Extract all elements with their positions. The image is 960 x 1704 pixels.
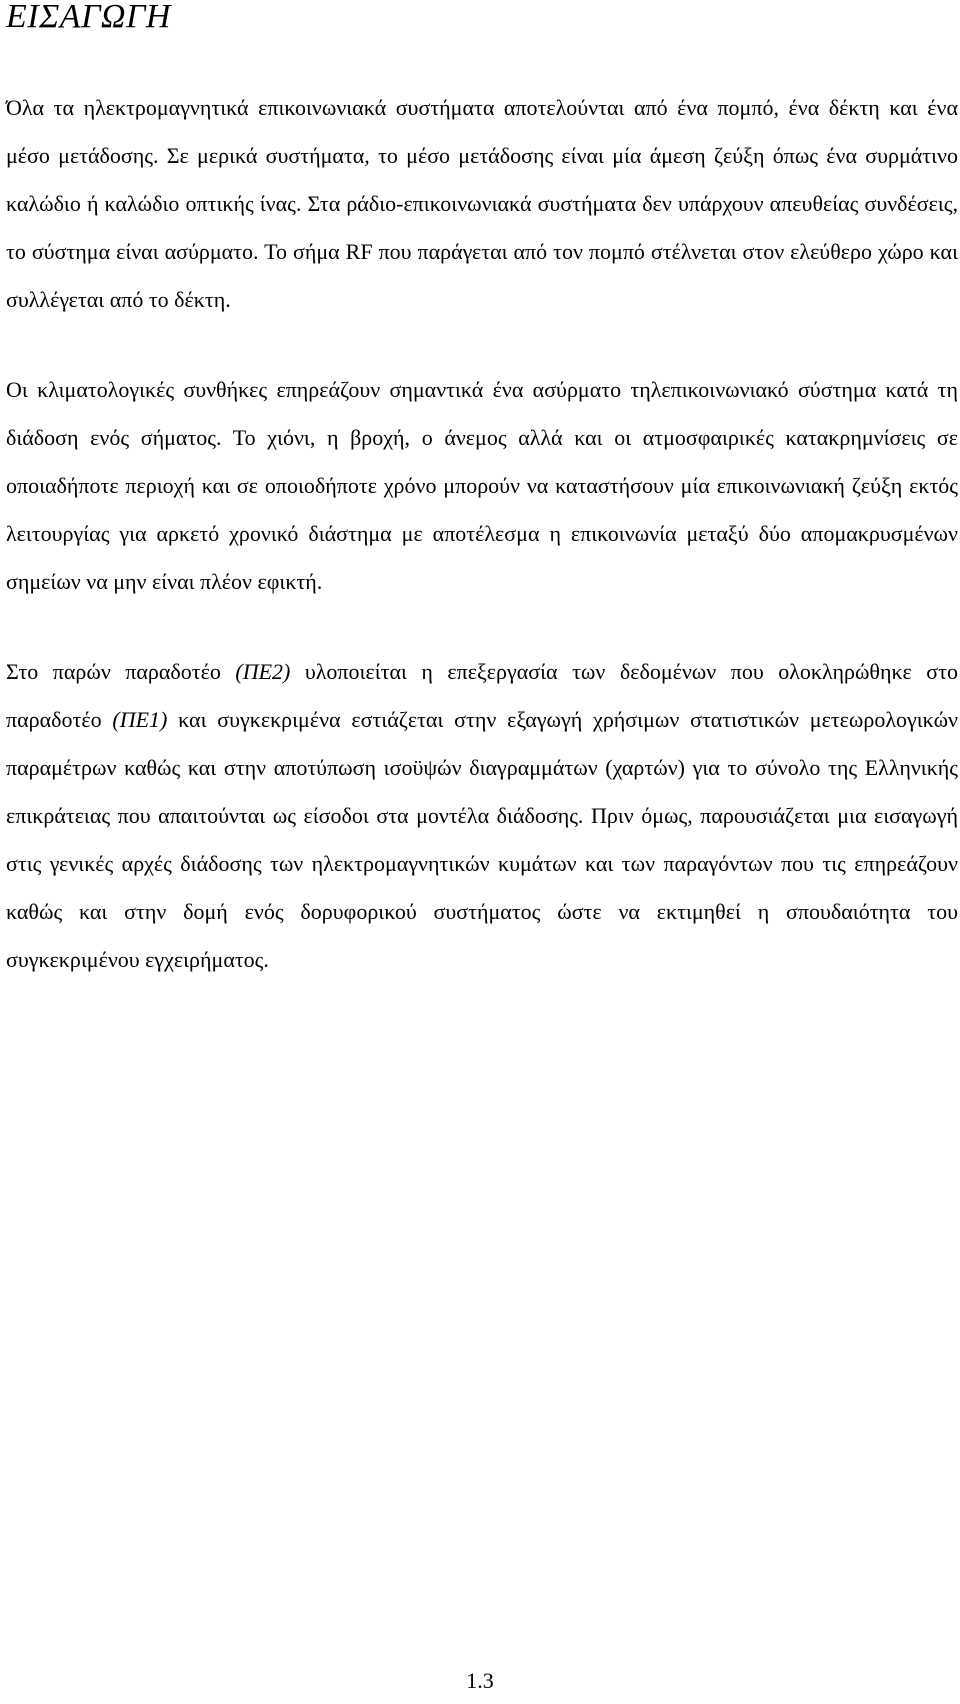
paragraph-deliverable-part-3: και συγκεκριμένα εστιάζεται στην εξαγωγή χρήσιμων στατιστικών μετεωρολογικών παραμέτρων καθώς και στην αποτύπωση ισοϋψών διαγραμμάτων (χαρτών) για το σύνολο της Ελληνικής επικράτειας που απαιτούνται ως είσοδοι στα μοντέλα διάδοσης. Πριν όμως, παρουσιάζεται μια εισαγωγή στις γενικές αρχές διάδοσης των ηλεκτρομαγνητικών κυμάτων και των παραγόντων που τις επηρεάζουν καθώς και στην δομή ενός δορυφορικού συστήματος ώστε να εκτιμηθεί η σπουδαιότητα του συγκεκριμένου εγχειρήματος. [6, 707, 958, 972]
paragraph-climate: Οι κλιματολογικές συνθήκες επηρεάζουν σημαντικά ένα ασύρματο τηλεπικοινωνιακό σύστημα κατά τη διάδοση ενός σήματος. Το χιόνι, η βροχή, ο άνεμος αλλά και οι ατμοσφαιρικές κατακρημνίσεις σε οποιαδήποτε περιοχή και σε οποιοδήποτε χρόνο μπορούν να καταστήσουν μία επικοινωνιακή ζεύξη εκτός λειτουργίας για αρκετό χρονικό διάστημα με αποτέλεσμα η επικοινωνία μεταξύ δύο απομακρυσμένων σημείων να μην είναι πλέον εφικτή. [6, 377, 958, 594]
paragraph-deliverable-part-2: υλοποιείται η επεξεργασία των δεδομένων που ολοκληρώθηκε στο παραδοτέο [6, 659, 958, 732]
paragraph-deliverable [6, 648, 958, 984]
section-title: ΕΙΣΑΓΩΓΗ [6, 0, 171, 35]
paragraph-intro: Όλα τα ηλεκτρομαγνητικά επικοινωνιακά συστήματα αποτελούνται από ένα πομπό, ένα δέκτη και ένα μέσο μετάδοσης. Σε μερικά συστήματα, το μέσο μετάδοσης είναι μία άμεση ζεύξη όπως ένα συρμάτινο καλώδιο ή καλώδιο οπτικής ίνας. Στα ράδιο-επικοινωνιακά συστήματα δεν υπάρχουν απευθείας συνδέσεις, το σύστημα είναι ασύρματο. Το σήμα RF που παράγεται από τον πομπό στέλνεται στον ελεύθερο χώρο και συλλέγεται από το δέκτη. [6, 95, 958, 312]
document-page [6, 0, 958, 984]
deliverable-ref-pe1: (ΠΕ1) [112, 707, 168, 732]
deliverable-ref-pe2: (ΠΕ2) [235, 659, 291, 684]
page-number: 1.3 [466, 1668, 494, 1693]
paragraph-deliverable-part-1: Στο παρών παραδοτέο [6, 659, 236, 684]
